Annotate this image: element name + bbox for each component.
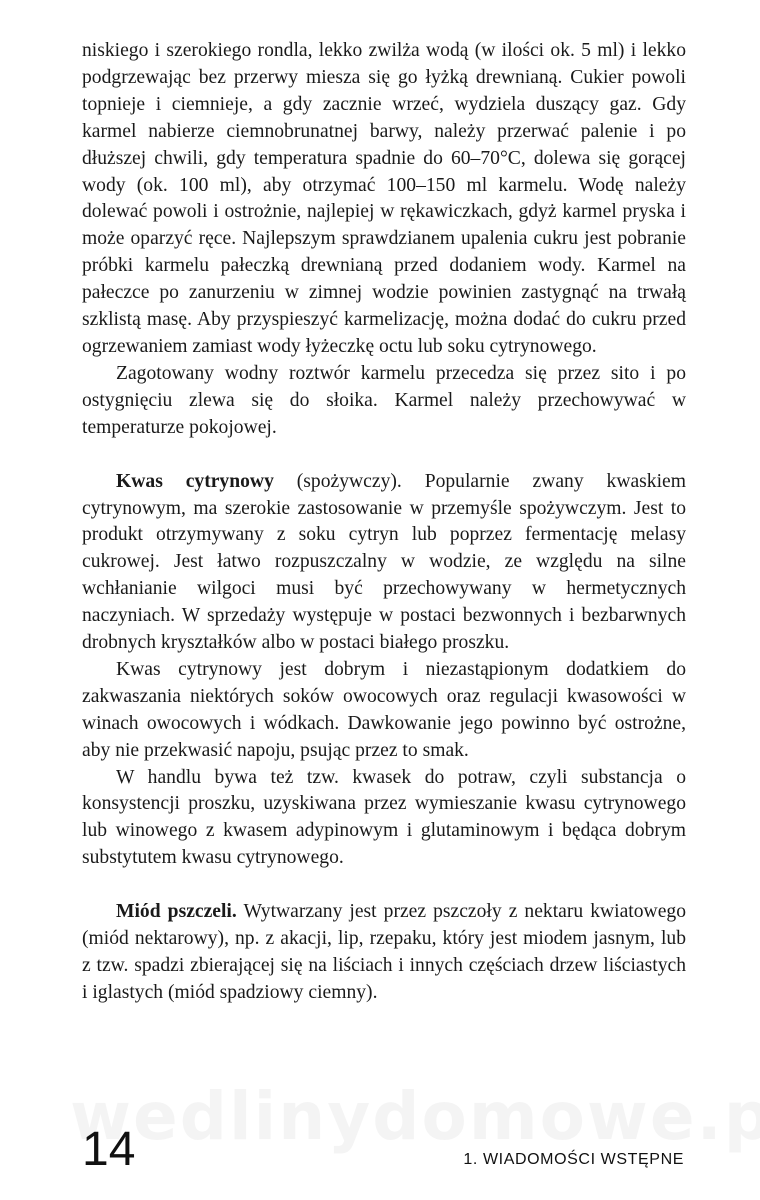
paragraph-caramel-storage: Zagotowany wodny roztwór karmelu przecedza się przez sito i po ostygnięciu zlewa się do słoika. Karmel należy przechowywać w temperaturze pokojowej. — [82, 362, 686, 438]
paragraph-honey — [82, 899, 686, 1007]
paragraph-honey-text: Wytwarzany jest przez pszczoły z nektaru kwiatowego (miód nektarowy), np. z akacji, lip, rzepaku, który jest miodem jasnym, lub z tzw. spadzi zbierającej się na liściach i innych częściach drzew liściastych i iglastych (miód spadziowy ciemny). — [82, 901, 686, 1003]
running-head: 1. WIADOMOŚCI WSTĘPNE — [463, 1151, 684, 1168]
paragraph-citric-acid-use: Kwas cytrynowy jest dobrym i niezastąpionym dodatkiem do zakwaszania niektórych soków owocowych oraz regulacji kwasowości w winach owocowych i wódkach. Dawkowanie jego powinno być ostrożne, aby nie przekwasić napoju, psując przez to smak. — [82, 658, 686, 761]
page-body — [82, 38, 686, 1007]
paragraph-food-acid: W handlu bywa też tzw. kwasek do potraw, czyli substancja o konsystencji proszku, uzyskiwana przez wymieszanie kwasu cytrynowego lub winowego z kwasem adypinowym i glutaminowym i będąca dobrym substytutem kwasu cytrynowego. — [82, 766, 686, 869]
term-citric-acid: Kwas cytrynowy — [116, 470, 274, 492]
watermark — [70, 1078, 710, 1155]
paragraph-citric-acid — [82, 469, 686, 657]
page-number: 14 — [82, 1123, 136, 1176]
term-honey: Miód pszczeli. — [116, 901, 237, 923]
paragraph-citric-acid-text: (spożywczy). Popularnie zwany kwaskiem cytrynowym, ma szerokie zastosowanie w przemyśle spożywczym. Jest to produkt otrzymywany z soku cytryn lub poprzez fermentację melasy cukrowej. Jest łatwo rozpuszczalny w wodzie, ze względu na silne wchłanianie wilgoci musi być przechowywany w hermetycznych naczyniach. W sprzedaży występuje w postaci bezwonnych i bezbarwnych drobnych kryształków albo w postaci białego proszku. — [82, 470, 686, 654]
paragraph-caramel-preparation: niskiego i szerokiego rondla, lekko zwilża wodą (w ilości ok. 5 ml) i lekko podgrzewając bez przerwy miesza się go łyżką drewnianą. Cukier powoli topnieje i ciemnieje, a gdy zacznie wrzeć, wydziela duszący gaz. Gdy karmel nabierze ciemnobrunatnej barwy, należy przerwać palenie i po dłuższej chwili, gdy temperatura spadnie do 60–70°C, dolewa się gorącej wody (ok. 100 ml), aby otrzymać 100–150 ml karmelu. Wodę należy dolewać powoli i ostrożnie, najlepiej w rękawiczkach, gdyż karmel pryska i może oparzyć ręce. Najlepszym sprawdzianem upalenia cukru jest pobranie próbki karmelu pałeczką drewnianą przed dodaniem wody. Karmel na pałeczce po zanurzeniu w zimnej wodzie powinien zastygnąć na trwałą szklistą masę. Aby przyspieszyć karmelizację, można dodać do cukru przed ogrzewaniem zamiast wody łyżeczkę octu lub soku cytrynowego. — [82, 40, 686, 357]
